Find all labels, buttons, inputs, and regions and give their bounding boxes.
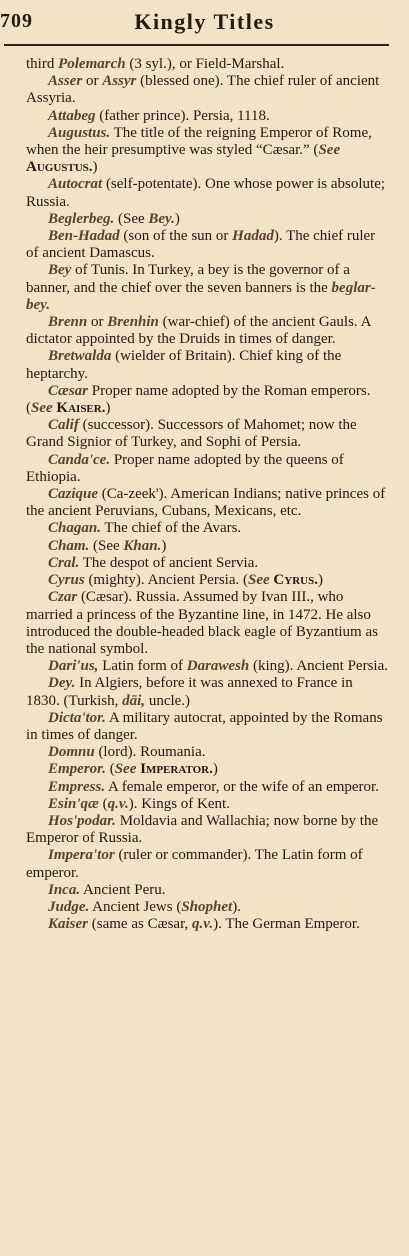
italic-text: Shophet [181, 898, 233, 915]
entry-term: Beglerbeg. [48, 210, 115, 227]
italic-text: q.v. [107, 795, 129, 812]
page-header [0, 0, 409, 44]
entry-term: Dey. [48, 675, 76, 692]
entry [0, 572, 409, 589]
entry-text: (ruler or commander). The Latin form of emperor. [26, 847, 363, 881]
cross-reference: Kaiser. [56, 400, 106, 417]
entry [0, 796, 409, 813]
entry-text: ). The chief ruler of ancient Damascus. [26, 228, 376, 262]
entry-term: Cazique [48, 486, 99, 503]
entry-text: (king). Ancient Persia. [249, 658, 388, 675]
entry-text: ) [161, 537, 167, 554]
entry [0, 916, 409, 933]
entry-text: The title of the reigning Emperor of Rome, when the heir presumptive was styled “Cæsar.” ( [26, 124, 372, 159]
entry-term: Asser [48, 73, 83, 90]
entry-text: Proper name adopted by the queens of Ethiopia. [26, 451, 344, 485]
entry [0, 452, 409, 486]
entry-text: ). Kings of Kent. [128, 795, 230, 812]
entry [0, 555, 409, 572]
entry [0, 538, 409, 555]
entry-term: Bey [48, 262, 72, 279]
entry-text: of Tunis. In Turkey, a bey is the governor of a banner, and the chief over the seven banners is the [26, 262, 350, 296]
italic-text: q.v. [191, 916, 214, 933]
entry [0, 658, 409, 675]
entry-term: Impera'tor [48, 847, 115, 864]
entry [0, 899, 409, 916]
entry [0, 73, 409, 107]
italic-text: See [114, 761, 137, 778]
entry-term: Inca. [48, 881, 81, 898]
entry-term: Bretwalda [48, 348, 112, 365]
entry [0, 176, 409, 210]
italic-text: See [31, 400, 53, 417]
entry [0, 348, 409, 382]
entry-text: In Algiers, before it was annexed to France in 1830. (Turkish, [26, 675, 353, 709]
entry-text: Ancient Peru. [80, 881, 166, 898]
entry-text: A military autocrat, appointed by the Romans in times of danger. [26, 709, 383, 743]
entry-text: ) [174, 210, 180, 227]
entry-text: Proper name adopted by the Roman emperors. ( [26, 382, 371, 417]
entry-text: Ancient Jews ( [89, 898, 182, 915]
entry [0, 486, 409, 520]
entry [0, 589, 409, 658]
entry [0, 108, 409, 125]
entry-text: Latin form of [98, 658, 187, 675]
entry [0, 744, 409, 761]
entry-text: ( [105, 761, 115, 778]
entry-text: The despot of ancient Servia. [79, 554, 259, 571]
italic-text: Brenhin [107, 314, 159, 331]
entry-text: (blessed one). The chief ruler of ancient Assyria. [26, 73, 380, 107]
running-title: Kingly Titles [134, 9, 275, 34]
entry-text: uncle.) [145, 692, 191, 709]
entry-term: Cæsar [48, 382, 89, 399]
entry-text: (See [89, 537, 124, 554]
entry-text: (wielder of Britain). Chief king of the heptarchy. [26, 348, 342, 382]
entry-text: (successor). Successors of Mahomet; now the Grand Signior of Turkey, and Sophi of Persia. [26, 417, 357, 451]
entry-text: (See [114, 210, 149, 227]
entry-term: Cral. [48, 554, 80, 571]
entry-text: (war-chief) of the ancient Gauls. A dictator appointed by the Druids in times of danger. [26, 314, 371, 348]
header-rule [4, 44, 389, 46]
entry-text: (lord). Roumania. [94, 744, 206, 761]
entry-text: The chief of the Avars. [100, 520, 242, 537]
entry [0, 125, 409, 177]
entry-text: (Ca-zeek'). American Indians; native princes of the ancient Peruvians, Cubans, Mexicans, etc. [26, 486, 386, 520]
italic-text: Hadad [232, 228, 274, 245]
entry [0, 262, 409, 314]
italic-text: beglar-bey. [26, 279, 376, 313]
entry-term: Augustus. [48, 124, 111, 141]
entry [0, 56, 409, 73]
italic-text: Polemarch [58, 56, 126, 72]
entry-text: (Cæsar). Russia. Assumed by Ivan III., who married a princess of the Byzantine line, in 1472. He also introduced the double-headed black eagle of Byzantium as the national symbol. [26, 589, 378, 657]
entry-text: (father prince). Persia, 1118. [95, 107, 270, 124]
entry-term: Emperor. [48, 761, 106, 778]
page-number: 709 [0, 10, 33, 32]
entry-term: Autocrat [48, 176, 103, 193]
cross-reference: Imperator. [140, 761, 213, 778]
italic-text: See [318, 142, 341, 159]
entry [0, 383, 409, 417]
entry-text: (3 syl.), or Field-Marshal. [125, 56, 285, 72]
italic-text: Khan. [123, 537, 162, 554]
entry [0, 710, 409, 744]
entry [0, 314, 409, 348]
entry-term: Dicta'tor. [48, 709, 106, 726]
entry-text: or [82, 73, 103, 90]
entry-term: Domnu [48, 744, 95, 761]
italic-text: Bey. [148, 210, 175, 227]
entry-text: ( [98, 795, 108, 812]
entry-text: A female emperor, or the wife of an emperor. [105, 778, 379, 795]
entry [0, 211, 409, 228]
entry-text: ) [92, 159, 98, 176]
entry-text: or [87, 314, 108, 331]
entry-term: Judge. [48, 898, 90, 915]
entry-term: Cham. [48, 537, 90, 554]
entry [0, 813, 409, 847]
entry-term: Brenn [48, 314, 88, 331]
entry-text: ) [212, 761, 218, 778]
entry-term: Canda'ce. [48, 451, 111, 468]
entry-term: Chagan. [48, 520, 101, 537]
entry-term: Czar [48, 589, 78, 606]
entry [0, 675, 409, 709]
entry [0, 228, 409, 262]
entry [0, 520, 409, 537]
entry-list [0, 56, 409, 933]
cross-reference: Augustus. [26, 159, 93, 176]
entry-term: Ben-Hadad [48, 228, 120, 245]
entry-text: ). [232, 898, 241, 915]
entry [0, 417, 409, 451]
entry-term: Empress. [48, 778, 106, 795]
entry-text: ) [105, 400, 111, 417]
entry-term: Hos'podar. [48, 812, 116, 829]
italic-text: Assyr [102, 73, 137, 90]
entry-term: Esin'qæ [48, 795, 99, 812]
entry-text: ) [317, 572, 323, 589]
entry-text: (son of the sun or [119, 228, 233, 245]
entry-term: Calif [48, 417, 79, 434]
entry-term: Kaiser [48, 916, 89, 933]
entry-term: Attabeg [48, 107, 96, 124]
cross-reference: Cyrus. [273, 572, 318, 589]
italic-text: See [248, 572, 270, 589]
entry [0, 882, 409, 899]
entry [0, 847, 409, 881]
entry-text: (mighty). Ancient Persia. ( [84, 572, 248, 589]
italic-text: dāi, [122, 692, 146, 709]
italic-text: Darawesh [186, 658, 250, 675]
entry-text: (same as Cæsar, [88, 916, 192, 933]
entry-text: (self-potentate). One whose power is absolute; Russia. [26, 176, 386, 210]
entry-term: Cyrus [48, 572, 85, 589]
entry [0, 761, 409, 778]
entry-text: Moldavia and Wallachia; now borne by the Emperor of Russia. [26, 812, 379, 847]
entry-text: ). The German Emperor. [213, 916, 360, 933]
entry [0, 779, 409, 796]
entry-term: Dari'us, [48, 658, 99, 675]
entry-text: third [26, 56, 59, 72]
